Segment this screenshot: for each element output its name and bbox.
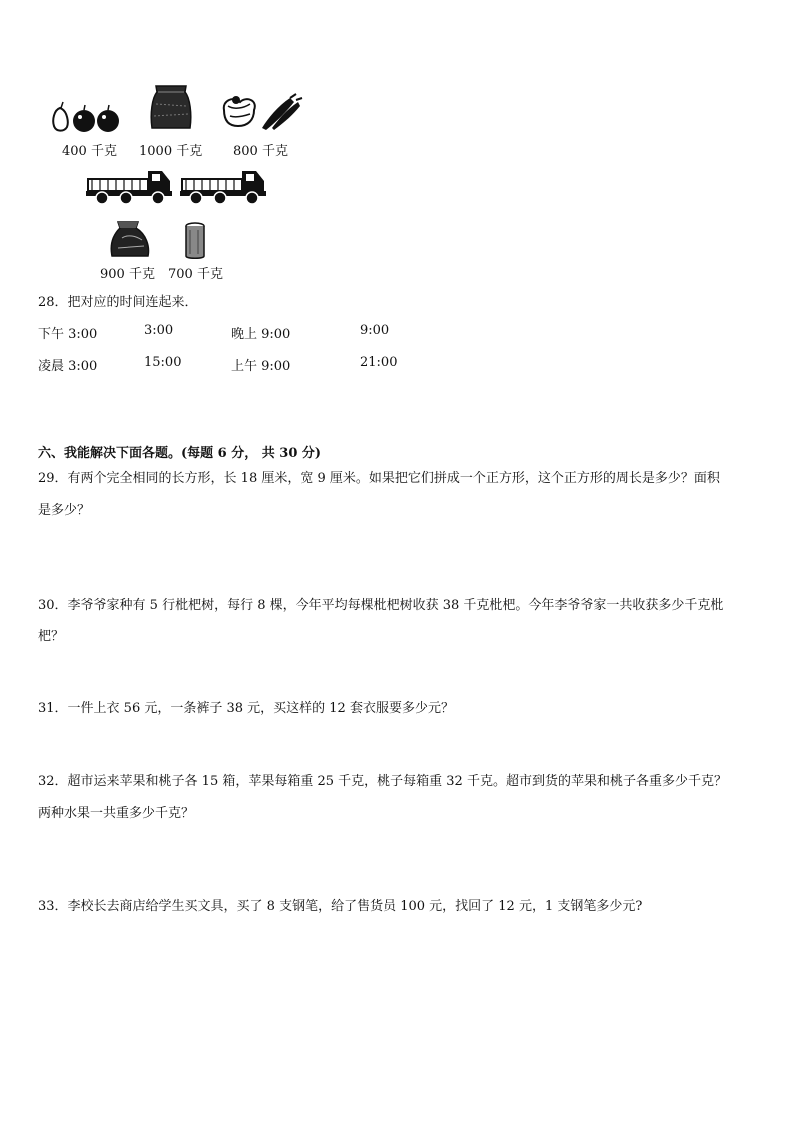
goods-label-can: 700 千克 xyxy=(168,267,223,282)
q30-line1: 30．李爷爷家种有 5 行枇杷树，每行 8 棵，今年平均每棵枇杷树收获 38 千克枇杷。今年李爷爷家一共收获多少千克枇 xyxy=(38,598,724,613)
truck-icon xyxy=(86,165,174,205)
q28-title: 28．把对应的时间连起来． xyxy=(38,295,198,310)
q29-line2: 是多少？ xyxy=(38,503,91,518)
goods-label-vegetables: 800 千克 xyxy=(233,144,288,159)
truck-icon xyxy=(180,165,268,205)
q28-row2-col3: 上午 9:00 xyxy=(231,359,291,374)
q28-row1-col1: 下午 3:00 xyxy=(38,327,98,342)
q33: 33．李校长去商店给学生买文具，买了 8 支钢笔，给了售货员 100 元，找回了 12 元，1 支钢笔多少元? xyxy=(38,899,643,914)
q28-row2-col4: 21:00 xyxy=(360,355,398,370)
q31: 31．一件上衣 56 元，一条裤子 38 元，买这样的 12 套衣服要多少元？ xyxy=(38,701,454,716)
goods-label-bag: 900 千克 xyxy=(100,267,155,282)
q32-line2: 两种水果一共重多少千克？ xyxy=(38,806,195,821)
q28-row2-col2: 15:00 xyxy=(144,355,182,370)
section-heading: 六、我能解决下面各题。(每题 6 分， 共 30 分) xyxy=(38,446,322,461)
fruit-icon xyxy=(48,100,120,134)
q28-row1-col3: 晚上 9:00 xyxy=(231,327,291,342)
q28-row2-col1: 凌晨 3:00 xyxy=(38,359,98,374)
goods-label-fruit: 400 千克 xyxy=(62,144,117,159)
q28-row1-col2: 3:00 xyxy=(144,323,174,338)
q29-line1: 29．有两个完全相同的长方形，长 18 厘米，宽 9 厘米。如果把它们拼成一个正方形，这个正方形的周长是多少？面积 xyxy=(38,471,720,486)
sack-icon xyxy=(148,84,194,132)
vegetables-icon xyxy=(220,94,302,132)
q32-line1: 32．超市运来苹果和桃子各 15 箱，苹果每箱重 25 千克，桃子每箱重 32 千克。超市到货的苹果和桃子各重多少千克？ xyxy=(38,774,727,789)
bag-icon xyxy=(108,220,152,260)
can-icon xyxy=(184,222,206,260)
q28-row1-col4: 9:00 xyxy=(360,323,390,338)
q30-line2: 杷？ xyxy=(38,629,65,644)
goods-label-sack: 1000 千克 xyxy=(139,144,203,159)
